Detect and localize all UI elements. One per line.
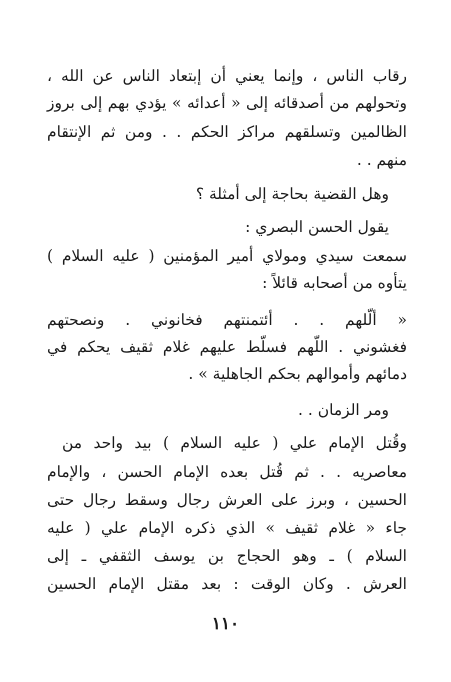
- text-line: العرش . وكان الوقت : بعد مقتل الإمام الحسين: [47, 575, 407, 593]
- text-line: منهم . .: [356, 151, 407, 169]
- text-line: وهل القضية بحاجة إلى أمثلة ؟: [195, 185, 389, 203]
- text-line: الظالمين وتسلقهم مراكز الحكم . . ومن ثم الإنتقام: [47, 123, 407, 141]
- text-line: وتحولهم من أصدقائه إلى « أعدائه » يؤدي بهم إلى بروز: [47, 94, 407, 112]
- text-line: رقاب الناس ، وإنما يعني أن إبتعاد الناس عن الله ،: [47, 67, 407, 85]
- text-line: جاء « غلام ثقيف » الذي ذكره الإمام علي ( عليه: [47, 519, 407, 537]
- page-number: ١١٠: [211, 614, 240, 634]
- text-line: يقول الحسن البصري :: [245, 218, 389, 236]
- text-line: الحسين ، وبرز على العرش رجال وسقط رجال حتى: [47, 491, 407, 509]
- text-line: يتأوه من أصحابه قائلاً :: [262, 274, 407, 292]
- text-line: « ألّلهم . . أئتمنتهم فخانوني . ونصحتهم: [47, 311, 407, 329]
- text-line: وقُتل الإمام علي ( عليه السلام ) بيد واحد من: [62, 434, 407, 452]
- text-line: معاصريه . . ثم قُتل بعده الإمام الحسن ، والإمام: [47, 463, 407, 481]
- text-line: سمعت سيدي ومولاي أمير المؤمنين ( عليه السلام ): [47, 247, 407, 265]
- text-line: السلام ) ـ وهو الحجاج بن يوسف الثقفي ـ إلى: [47, 547, 407, 565]
- text-line: ومر الزمان . .: [298, 401, 389, 419]
- text-line: فغشوني . اللّهم فسلّط عليهم غلام ثقيف يحكم في: [47, 338, 407, 356]
- text-line: دمائهم وأموالهم بحكم الجاهلية » .: [188, 365, 407, 383]
